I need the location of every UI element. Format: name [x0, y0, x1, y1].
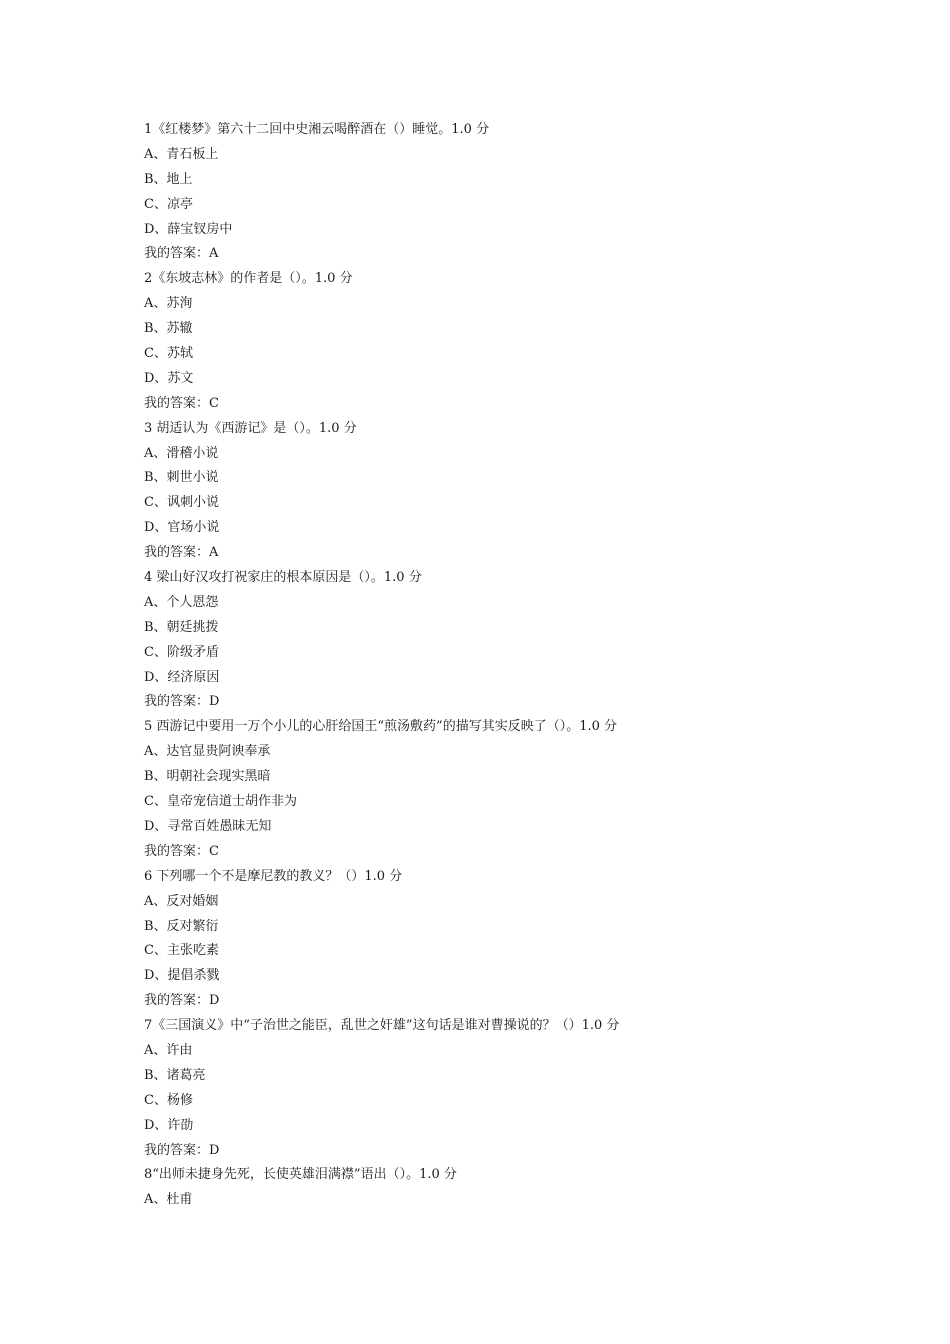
option-a: A、反对婚姻 [144, 893, 219, 909]
option-b: B、反对繁衍 [144, 918, 219, 934]
option-c: C、讽刺小说 [144, 495, 219, 511]
option-a: A、滑稽小说 [144, 445, 219, 461]
my-answer: 我的答案：A [144, 545, 219, 561]
option-c: C、凉亭 [144, 196, 193, 212]
my-answer: 我的答案：C [144, 395, 219, 411]
option-a: A、许由 [144, 1042, 193, 1058]
option-d: D、薛宝钗房中 [144, 221, 233, 237]
option-a: A、杜甫 [144, 1192, 193, 1208]
question-text: 8“出师未捷身先死，长使英雄泪满襟”语出（）。1.0 分 [144, 1167, 457, 1183]
option-b: B、地上 [144, 171, 193, 187]
question-text: 3 胡适认为《西游记》是（）。1.0 分 [144, 420, 357, 436]
option-b: B、朝廷挑拨 [144, 619, 219, 635]
question-text: 4 梁山好汉攻打祝家庄的根本原因是（）。1.0 分 [144, 570, 422, 586]
option-b: B、刺世小说 [144, 470, 219, 486]
option-c: C、杨修 [144, 1092, 193, 1108]
option-d: D、寻常百姓愚昧无知 [144, 818, 272, 834]
option-c: C、苏轼 [144, 346, 193, 362]
option-a: A、达官显贵阿谀奉承 [144, 744, 271, 760]
option-c: C、皇帝宠信道士胡作非为 [144, 794, 297, 810]
option-b: B、明朝社会现实黑暗 [144, 769, 271, 785]
option-a: A、个人恩怨 [144, 594, 219, 610]
quiz-content [144, 118, 864, 1213]
option-d: D、经济原因 [144, 669, 220, 685]
my-answer: 我的答案：D [144, 1142, 220, 1158]
question-text: 7《三国演义》中“子治世之能臣，乱世之奸雄”这句话是谁对曹操说的？（）1.0 分 [144, 1018, 620, 1034]
my-answer: 我的答案：C [144, 843, 219, 859]
option-b: B、苏辙 [144, 321, 193, 337]
option-c: C、阶级矛盾 [144, 644, 219, 660]
option-d: D、许劭 [144, 1117, 194, 1133]
option-d: D、提倡杀戮 [144, 968, 220, 984]
question-text: 2《东坡志林》的作者是（）。1.0 分 [144, 271, 353, 287]
question-text: 5 西游记中要用一万个小儿的心肝给国王“煎汤敷药”的描写其实反映了（）。1.0 分 [144, 719, 618, 735]
option-d: D、官场小说 [144, 520, 220, 536]
my-answer: 我的答案：D [144, 993, 220, 1009]
question-text: 6 下列哪一个不是摩尼教的教义？（）1.0 分 [144, 868, 403, 884]
option-a: A、青石板上 [144, 146, 219, 162]
option-c: C、主张吃素 [144, 943, 219, 959]
option-b: B、诸葛亮 [144, 1067, 206, 1083]
my-answer: 我的答案：A [144, 246, 219, 262]
question-text: 1《红楼梦》第六十二回中史湘云喝醉酒在（）睡觉。1.0 分 [144, 122, 490, 137]
option-a: A、苏洵 [144, 296, 193, 312]
my-answer: 我的答案：D [144, 694, 220, 710]
option-d: D、苏文 [144, 370, 194, 386]
